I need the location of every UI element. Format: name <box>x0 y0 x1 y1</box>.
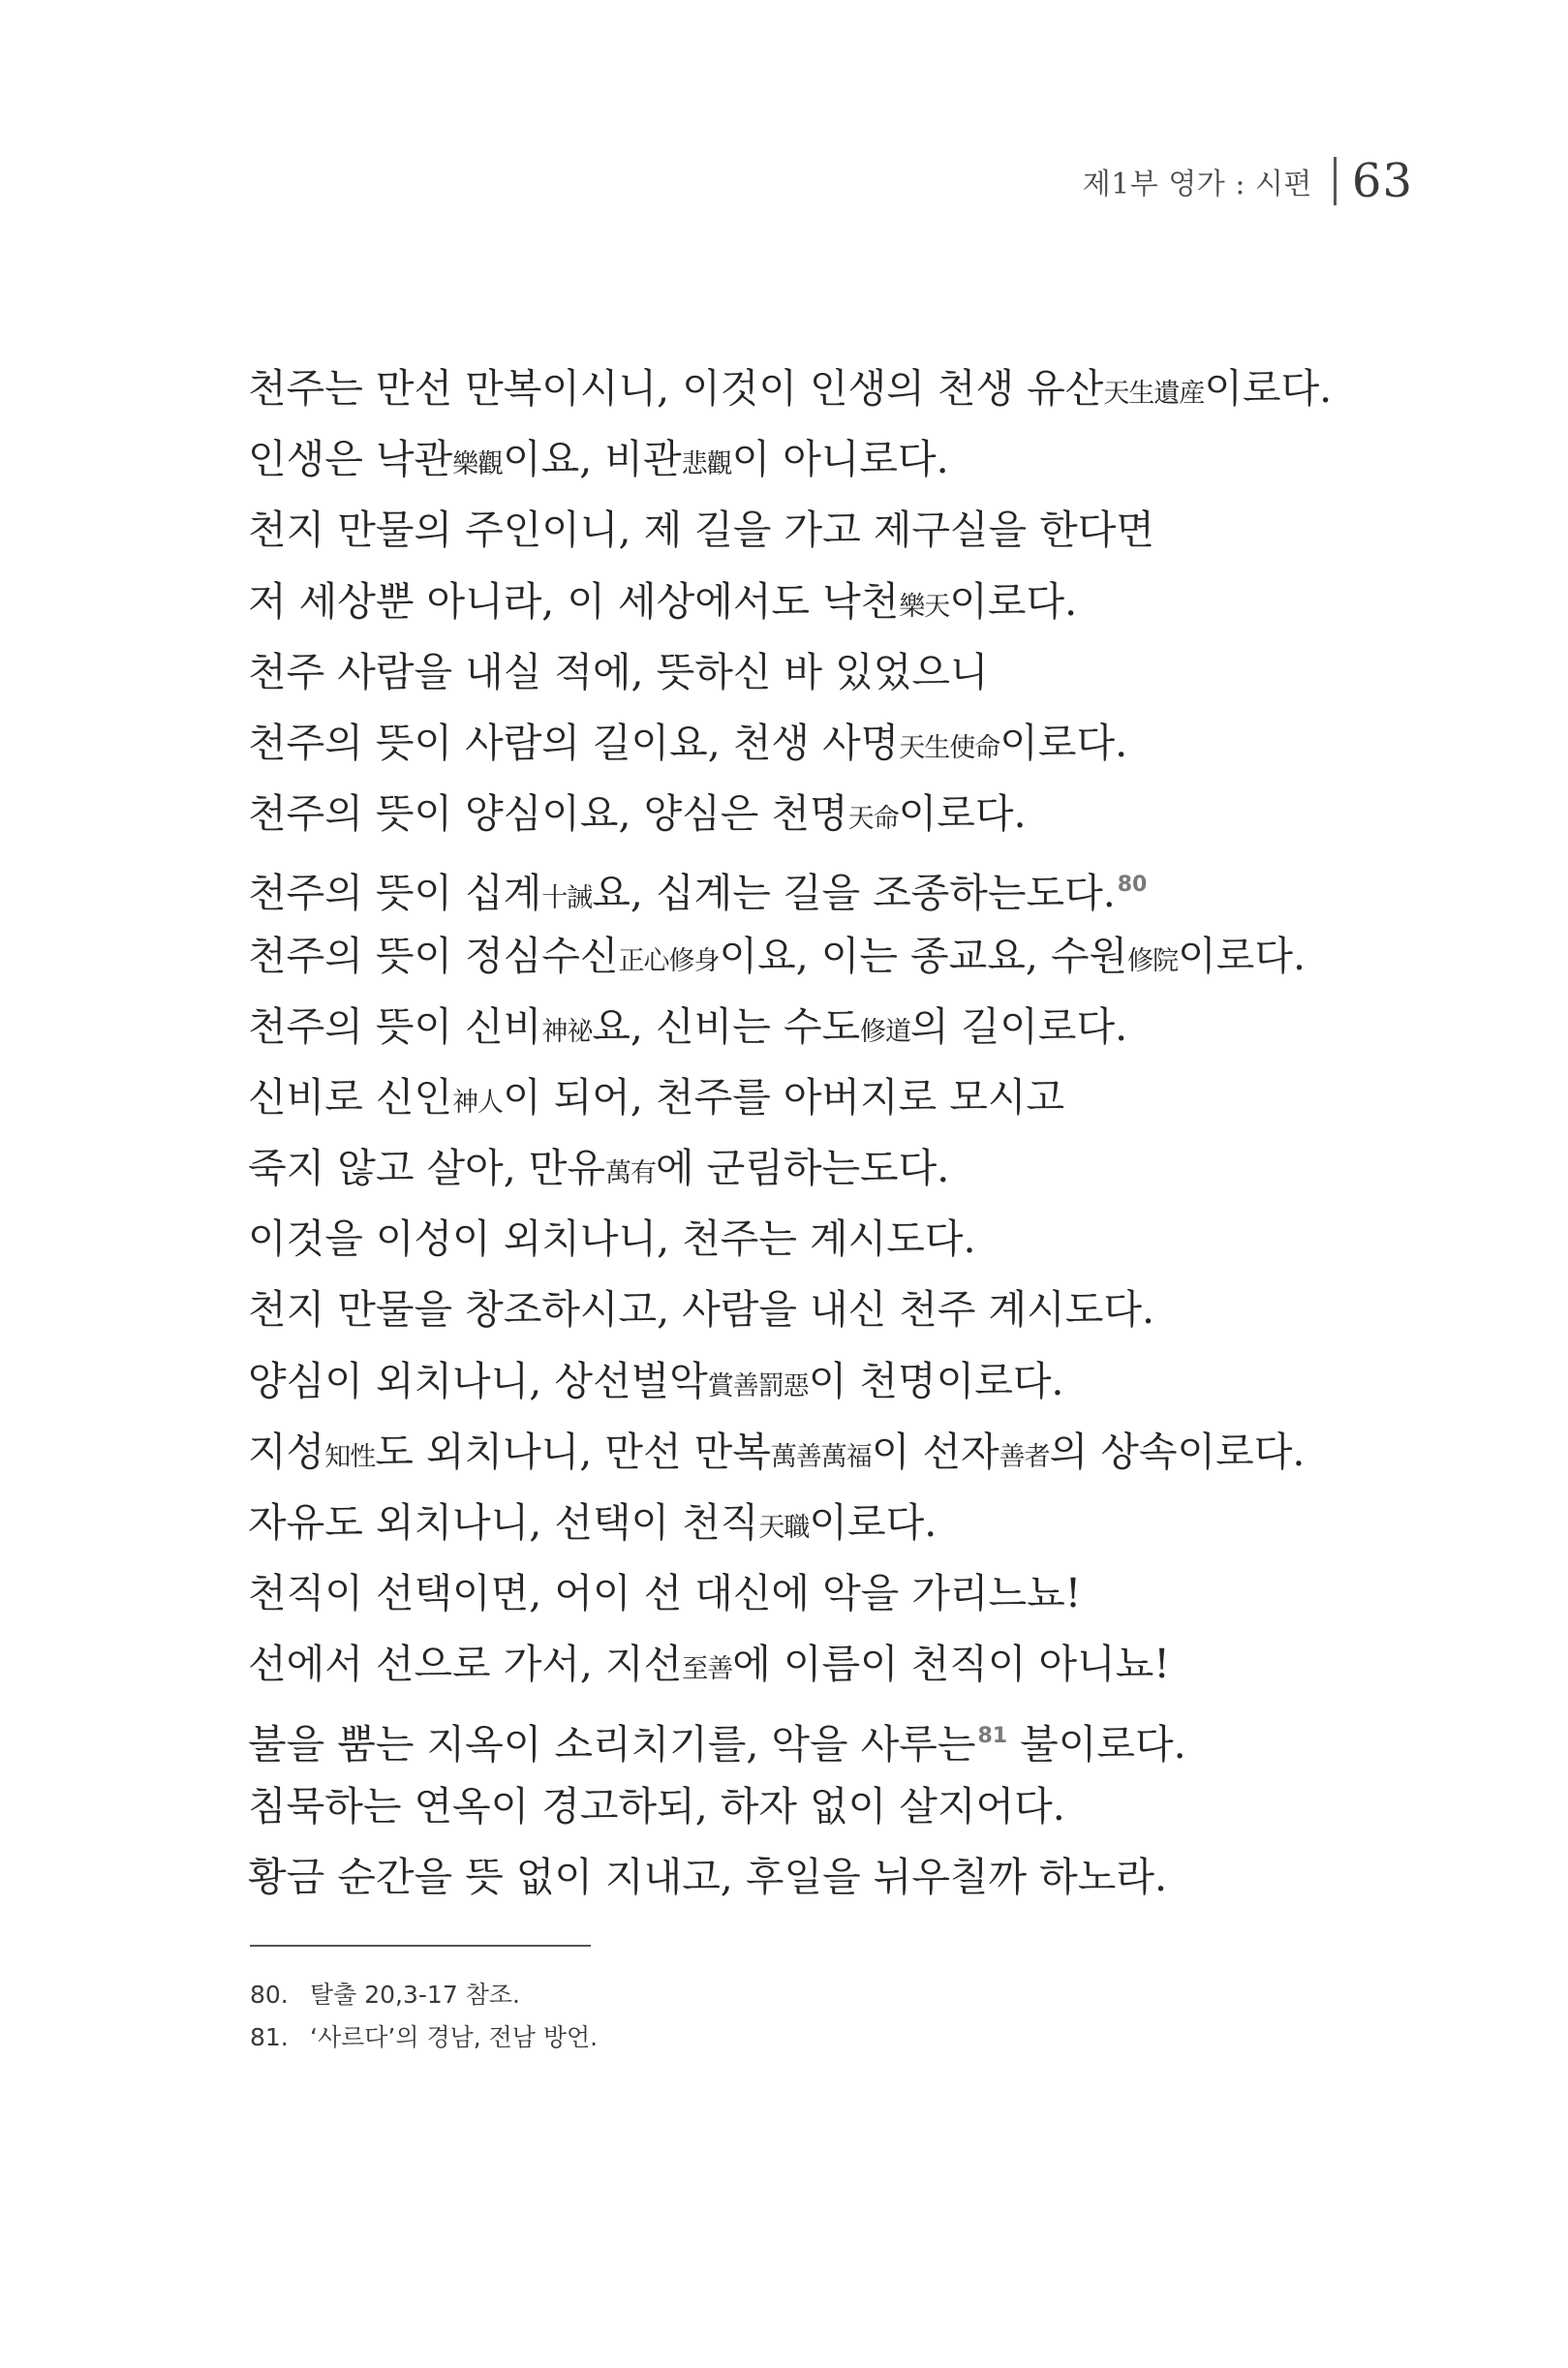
footnote-reference: 81 <box>977 1723 1008 1748</box>
hanja-gloss: 知性 <box>324 1441 376 1472</box>
line-text: 에 이름이 천직이 아니뇨! <box>732 1641 1170 1688</box>
poem-line <box>248 1842 1459 1913</box>
line-text: 천주는 만선 만복이시니, 이것이 인생의 천생 유산 <box>248 365 1104 412</box>
poem-line <box>248 1133 1459 1204</box>
line-text: 천주의 뜻이 양심이요, 양심은 천명 <box>248 790 848 838</box>
hanja-gloss: 神祕 <box>541 1016 593 1047</box>
line-text: 신비로 신인 <box>248 1073 453 1121</box>
poem-line <box>248 1771 1459 1842</box>
line-text: 이 천명이로다. <box>808 1357 1064 1404</box>
line-text: 선에서 선으로 가서, 지선 <box>248 1641 683 1688</box>
line-text: 요, 십계는 길을 조종하는도다. <box>592 870 1116 917</box>
line-text: 의 길이로다. <box>910 1002 1128 1050</box>
hanja-gloss: 天生使命 <box>899 732 1000 763</box>
line-text: 이로다. <box>1178 932 1307 979</box>
line-text: 천직이 선택이면, 어이 선 대신에 악을 가리느뇨! <box>248 1570 1082 1617</box>
line-text: 인생은 낙관 <box>248 436 453 483</box>
footnote-number: 81. <box>250 2023 289 2051</box>
hanja-gloss: 天生遺産 <box>1103 379 1205 409</box>
line-text: 천주 사람을 내실 적에, 뜻하신 바 있었으니 <box>248 648 989 695</box>
line-text: 이것을 이성이 외치나니, 천주는 계시도다. <box>248 1215 976 1263</box>
poem-line <box>248 567 1459 637</box>
footnote-reference: 80 <box>1117 873 1148 898</box>
poem-line <box>248 708 1459 779</box>
hanja-gloss: 修院 <box>1127 945 1179 976</box>
hanja-gloss: 善者 <box>999 1441 1050 1472</box>
poem-line <box>248 1629 1459 1700</box>
running-head <box>1083 147 1413 215</box>
header-divider <box>1334 157 1337 205</box>
hanja-gloss: 修道 <box>860 1016 911 1047</box>
line-text: 양심이 외치나니, 상선벌악 <box>248 1357 708 1404</box>
hanja-gloss: 天命 <box>847 804 899 835</box>
line-text: 이로다. <box>1204 365 1333 412</box>
line-text: 이로다. <box>809 1499 938 1546</box>
poem-line <box>248 1417 1459 1488</box>
hanja-gloss: 十誡 <box>541 883 593 914</box>
poem-line <box>248 779 1459 849</box>
poem-line <box>248 1558 1459 1629</box>
line-text: 불이로다. <box>1007 1720 1186 1768</box>
line-text: 의 상속이로다. <box>1049 1428 1306 1475</box>
line-text: 불을 뿜는 지옥이 소리치기를, 악을 사루는 <box>248 1720 976 1768</box>
poem-line <box>248 1346 1459 1417</box>
line-text: 저 세상뿐 아니라, 이 세상에서도 낙천 <box>248 577 900 625</box>
footnote-text: ‘사르다’의 경남, 전남 방언. <box>310 2023 599 2051</box>
hanja-gloss: 神人 <box>452 1087 504 1118</box>
poem-line <box>248 637 1459 708</box>
line-text: 천주의 뜻이 사람의 길이요, 천생 사명 <box>248 719 900 766</box>
line-text: 이요, 이는 종교요, 수원 <box>719 932 1128 979</box>
hanja-gloss: 樂觀 <box>452 449 504 480</box>
footnote <box>250 2016 598 2059</box>
line-text: 이로다. <box>999 719 1128 766</box>
line-text: 자유도 외치나니, 선택이 천직 <box>248 1499 759 1546</box>
footnote <box>250 1974 598 2016</box>
line-text: 에 군림하는도다. <box>655 1145 950 1192</box>
footnote-text: 탈출 20,3-17 참조. <box>310 1981 520 2009</box>
poem-line <box>248 1062 1459 1133</box>
hanja-gloss: 萬善萬福 <box>770 1441 872 1472</box>
poem-body <box>248 354 1459 1913</box>
hanja-gloss: 萬有 <box>604 1158 656 1189</box>
poem-line <box>248 1701 1459 1771</box>
line-text: 천주의 뜻이 정심수신 <box>248 932 619 979</box>
line-text: 이 아니로다. <box>731 436 949 483</box>
line-text: 죽지 않고 살아, 만유 <box>248 1145 605 1192</box>
line-text: 이요, 비관 <box>503 436 682 483</box>
hanja-gloss: 賞善罰惡 <box>707 1370 809 1401</box>
hanja-gloss: 至善 <box>682 1654 733 1685</box>
hanja-gloss: 正心修身 <box>618 945 720 976</box>
poem-line <box>248 1488 1459 1558</box>
page-number: 63 <box>1351 154 1413 208</box>
poem-line <box>248 1275 1459 1345</box>
poem-line <box>248 354 1459 424</box>
poem-line <box>248 424 1459 495</box>
poem-line <box>248 921 1459 992</box>
line-text: 이 선자 <box>871 1428 999 1475</box>
line-text: 황금 순간을 뜻 없이 지내고, 후일을 뉘우칠까 하노라. <box>248 1853 1168 1900</box>
line-text: 도 외치나니, 만선 만복 <box>375 1428 771 1475</box>
section-title: 제1부 영가 : 시편 <box>1082 168 1312 201</box>
poem-line <box>248 495 1459 566</box>
line-text: 요, 신비는 수도 <box>592 1002 861 1050</box>
line-text: 천지 만물을 창조하시고, 사람을 내신 천주 계시도다. <box>248 1286 1154 1334</box>
line-text: 이로다. <box>949 577 1078 625</box>
line-text: 이 되어, 천주를 아버지로 모시고 <box>503 1073 1065 1121</box>
footnote-divider <box>250 1945 591 1947</box>
line-text: 지성 <box>248 1428 325 1475</box>
poem-line <box>248 1204 1459 1275</box>
line-text: 천주의 뜻이 신비 <box>248 1002 542 1050</box>
footnotes <box>250 1974 598 2059</box>
hanja-gloss: 樂天 <box>899 591 950 622</box>
line-text: 이로다. <box>898 790 1027 838</box>
line-text: 천지 만물의 주인이니, 제 길을 가고 제구실을 한다면 <box>248 507 1154 554</box>
poem-line <box>248 849 1459 920</box>
footnote-number: 80. <box>250 1981 289 2009</box>
hanja-gloss: 天職 <box>758 1513 810 1543</box>
line-text: 천주의 뜻이 십계 <box>248 870 542 917</box>
line-text: 침묵하는 연옥이 경고하되, 하자 없이 살지어다. <box>248 1782 1065 1830</box>
hanja-gloss: 悲觀 <box>681 449 732 480</box>
poem-line <box>248 992 1459 1062</box>
